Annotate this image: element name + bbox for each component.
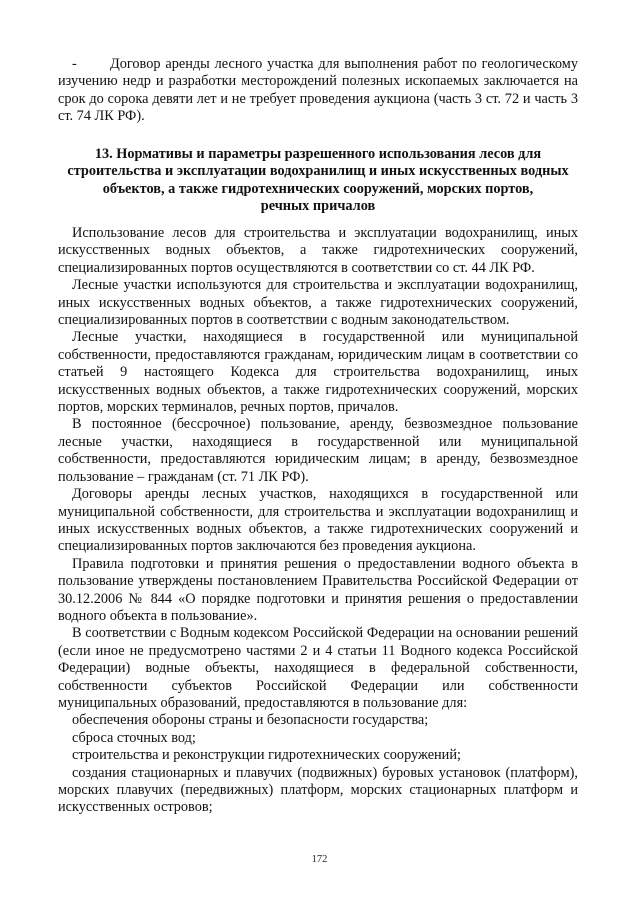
section-heading-line: 13. Нормативы и параметры разрешенного использования лесов для bbox=[94, 145, 542, 162]
list-item: строительства и реконструкции гидротехнических сооружений; bbox=[72, 747, 461, 764]
top-list-item bbox=[58, 56, 578, 126]
page-number: 172 bbox=[311, 854, 328, 865]
section-heading-line: речных причалов bbox=[260, 198, 376, 215]
body-paragraph: Использование лесов для строительства и эксплуатации водохранилищ, иных искусственных водных объектов, а также гидротехнических сооружений, специализированных портов осуществляются в соответствии со ст. 44 ЛК РФ. bbox=[58, 225, 578, 276]
body-paragraph: Правила подготовки и принятия решения о предоставлении водного объекта в пользование утверждены постановлением Правительства Российской Федерации от 30.12.2006 № 844 «О порядке подготовки и принятия решения о предоставлении водного объекта в пользование». bbox=[58, 555, 578, 624]
document-page bbox=[58, 56, 578, 817]
body-paragraph: Лесные участки используются для строительства и эксплуатации водохранилищ, иных искусственных водных объектов, а также гидротехнических сооружений, специализированных портов в соответствии с водным законодательством. bbox=[58, 277, 578, 329]
section-heading-line: строительства и эксплуатации водохранилищ и иных искусственных водных bbox=[67, 163, 569, 180]
dash-marker: - bbox=[72, 56, 77, 72]
top-list-item-text: Договор аренды лесного участка для выполнения работ по геологическому изучению недр и разработки месторождений полезных ископаемых заключается на срок до сорока девяти лет и не требует проведения аукциона (часть 3 ст. 72 и часть 3 ст. 74 ЛК РФ). bbox=[58, 56, 578, 125]
list-item: создания стационарных и плавучих (подвижных) буровых установок (платформ), морских плавучих (передвижных) платформ, морских стационарных платформ и искусственных островов; bbox=[58, 764, 578, 816]
section-heading-line: объектов, а также гидротехнических сооружений, морских портов, bbox=[102, 180, 534, 197]
body-paragraph: Лесные участки, находящиеся в государственной или муниципальной собственности, предоставляются гражданам, юридическим лицам в соответствии со статьей 9 настоящего Кодекса для строительства водохранилищ, иных искусственных водных объектов, а также гидротехнических сооружений, морских портов, морских терминалов, речных портов, причалов. bbox=[58, 329, 578, 416]
section-heading bbox=[58, 146, 578, 216]
list-item: обеспечения обороны страны и безопасности государства; bbox=[72, 712, 429, 729]
list-item: сброса сточных вод; bbox=[72, 729, 196, 746]
body-paragraph: В постоянное (бессрочное) пользование, аренду, безвозмездное пользование лесные участки, находящиеся в государственной или муниципальной собственности, предоставляются юридическим лицам; в аренду, безвозмездное пользование – гражданам (ст. 71 ЛК РФ). bbox=[58, 416, 578, 485]
body-paragraph: Договоры аренды лесных участков, находящихся в государственной или муниципальной собственности, для строительства и эксплуатации водохранилищ и иных искусственных водных объектов, а также гидротехнических сооружений и специализированных портов заключаются без проведения аукциона. bbox=[58, 486, 578, 555]
body-paragraph: В соответствии с Водным кодексом Российской Федерации на основании решений (если иное не предусмотрено частями 2 и 4 статьи 11 Водного кодекса Российской Федерации) водные объекты, находящиеся в федеральной собственности, собственности субъектов Российской Федерации или собственности муниципальных образований, предоставляются в пользование для: bbox=[58, 625, 578, 711]
